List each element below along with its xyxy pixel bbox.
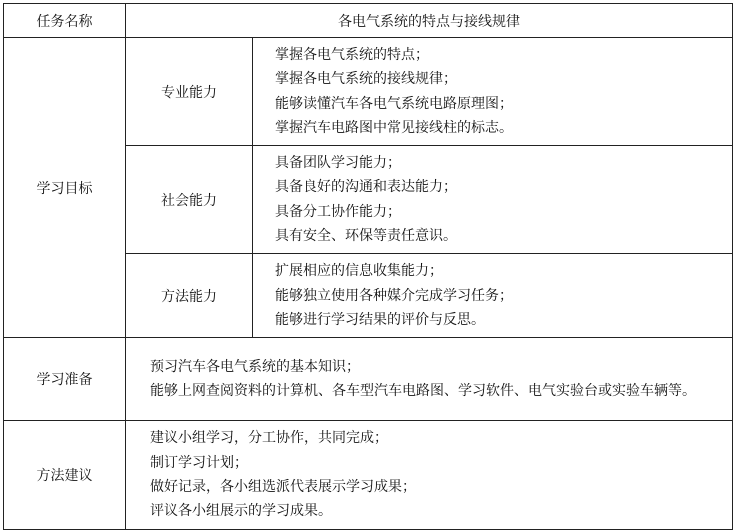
list-item: 具备良好的沟通和表达能力； — [275, 179, 457, 196]
list-item: 预习汽车各电气系统的基本知识； — [150, 359, 360, 376]
objectives-label: 学习目标 — [4, 38, 126, 338]
suggestions-label: 方法建议 — [4, 421, 126, 529]
social-ability-label: 社会能力 — [126, 146, 253, 254]
list-item: 掌握汽车电路图中常见接线柱的标志。 — [275, 119, 513, 136]
list-item: 建议小组学习，分工协作，共同完成； — [150, 430, 388, 447]
list-item: 评议各小组展示的学习成果。 — [150, 503, 332, 520]
list-item: 扩展相应的信息收集能力； — [275, 263, 443, 280]
preparation-content — [126, 338, 733, 421]
list-item: 具有安全、环保等责任意识。 — [275, 228, 457, 245]
preparation-label: 学习准备 — [4, 338, 126, 421]
suggestion-row — [4, 421, 733, 529]
list-item: 能够读懂汽车各电气系统电路原理图； — [275, 95, 513, 112]
objective-row-professional — [4, 38, 733, 146]
method-ability-label: 方法能力 — [126, 254, 253, 338]
list-item: 掌握各电气系统的特点； — [275, 47, 429, 63]
list-item: 能够进行学习结果的评价与反思。 — [275, 312, 485, 329]
task-table — [3, 3, 733, 530]
task-name-label: 任务名称 — [4, 4, 126, 38]
social-ability-list — [253, 146, 733, 254]
preparation-row — [4, 338, 733, 421]
list-item: 掌握各电气系统的接线规律； — [275, 71, 457, 88]
list-item: 做好记录，各小组选派代表展示学习成果； — [150, 478, 416, 495]
list-item: 具备团队学习能力； — [275, 155, 401, 172]
list-item: 能够独立使用各种媒介完成学习任务； — [275, 287, 513, 304]
header-row — [4, 4, 733, 38]
professional-ability-list — [253, 38, 733, 146]
list-item: 能够上网查阅资料的计算机、各车型汽车电路图、学习软件、电气实验台或实验车辆等。 — [150, 383, 696, 400]
method-ability-list — [253, 254, 733, 338]
suggestions-content — [126, 421, 733, 529]
professional-ability-label: 专业能力 — [126, 38, 253, 146]
list-item: 具备分工协作能力； — [275, 203, 401, 220]
task-name-value: 各电气系统的特点与接线规律 — [126, 4, 733, 38]
list-item: 制订学习计划； — [150, 454, 248, 471]
